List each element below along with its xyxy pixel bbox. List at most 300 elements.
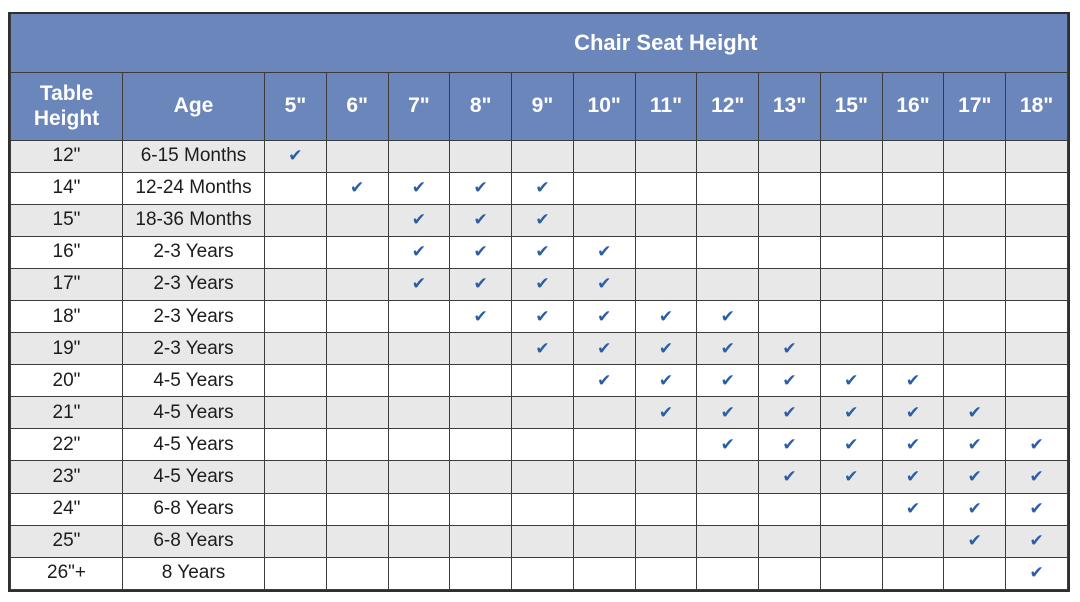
check-cell (1006, 397, 1068, 429)
check-cell (944, 204, 1006, 236)
check-cell (697, 461, 759, 493)
check-icon: ✔ (782, 466, 797, 486)
check-icon: ✔ (844, 466, 859, 486)
table-body (11, 140, 1068, 590)
check-cell (450, 300, 512, 332)
check-cell (512, 236, 574, 268)
check-cell (759, 268, 821, 300)
check-cell (635, 268, 697, 300)
check-cell (388, 172, 450, 204)
check-cell (512, 429, 574, 461)
check-cell (573, 140, 635, 172)
check-cell (944, 365, 1006, 397)
table-row (11, 300, 1068, 332)
check-cell (326, 172, 388, 204)
check-cell (265, 140, 327, 172)
check-cell (820, 172, 882, 204)
check-cell (265, 236, 327, 268)
check-cell (450, 140, 512, 172)
check-cell (1006, 429, 1068, 461)
age-cell: 6-8 Years (123, 525, 265, 557)
check-cell (573, 557, 635, 589)
table-height-cell: 14" (11, 172, 123, 204)
check-icon: ✔ (720, 338, 735, 358)
check-cell (820, 333, 882, 365)
check-icon: ✔ (658, 338, 674, 358)
check-cell (1006, 268, 1068, 300)
check-cell (326, 204, 388, 236)
check-cell (388, 140, 450, 172)
check-icon: ✔ (597, 338, 612, 358)
check-cell (326, 365, 388, 397)
check-cell (388, 493, 450, 525)
check-cell (388, 333, 450, 365)
table-row (11, 397, 1068, 429)
table-row (11, 525, 1068, 557)
check-cell (882, 236, 944, 268)
check-cell (388, 236, 450, 268)
check-icon: ✔ (844, 370, 859, 390)
check-icon: ✔ (411, 274, 427, 294)
check-icon: ✔ (720, 306, 735, 326)
check-cell (512, 397, 574, 429)
check-icon: ✔ (597, 274, 612, 294)
check-cell (450, 268, 512, 300)
table-height-cell: 16" (11, 236, 123, 268)
table-row (11, 461, 1068, 493)
check-cell (635, 172, 697, 204)
check-cell (944, 300, 1006, 332)
age-cell: 4-5 Years (123, 461, 265, 493)
check-cell (820, 236, 882, 268)
check-cell (326, 461, 388, 493)
check-cell (450, 429, 512, 461)
check-cell (326, 300, 388, 332)
check-cell (697, 300, 759, 332)
check-icon: ✔ (967, 466, 982, 486)
table-row (11, 236, 1068, 268)
chart-frame (8, 12, 1070, 592)
check-cell (326, 493, 388, 525)
check-cell (1006, 461, 1068, 493)
seat-height-table (10, 14, 1068, 590)
check-cell (1006, 333, 1068, 365)
check-cell (697, 557, 759, 589)
check-cell (759, 397, 821, 429)
check-cell (820, 429, 882, 461)
check-cell (820, 493, 882, 525)
check-cell (1006, 300, 1068, 332)
check-cell (697, 493, 759, 525)
age-header: Age (123, 72, 265, 140)
check-cell (265, 268, 327, 300)
age-cell: 2-3 Years (123, 236, 265, 268)
check-cell (450, 236, 512, 268)
chair-height-header: 5" (265, 72, 327, 140)
age-cell: 8 Years (123, 557, 265, 589)
check-cell (882, 525, 944, 557)
column-header-row (11, 72, 1068, 140)
table-row (11, 493, 1068, 525)
check-icon: ✔ (597, 370, 612, 390)
check-cell (882, 397, 944, 429)
check-icon: ✔ (1029, 499, 1044, 519)
check-cell (820, 204, 882, 236)
check-icon: ✔ (411, 210, 427, 230)
check-cell (1006, 557, 1068, 589)
check-cell (265, 300, 327, 332)
check-icon: ✔ (905, 370, 921, 390)
check-icon: ✔ (535, 178, 550, 198)
check-cell (759, 557, 821, 589)
table-height-cell: 24" (11, 493, 123, 525)
chair-height-header: 13" (759, 72, 821, 140)
check-cell (944, 172, 1006, 204)
chair-height-header: 15" (820, 72, 882, 140)
check-cell (265, 204, 327, 236)
check-cell (573, 172, 635, 204)
check-cell (635, 557, 697, 589)
check-cell (635, 397, 697, 429)
check-icon: ✔ (782, 402, 797, 422)
table-height-cell: 19" (11, 333, 123, 365)
check-cell (450, 461, 512, 493)
age-cell: 6-8 Years (123, 493, 265, 525)
table-row (11, 365, 1068, 397)
check-cell (573, 236, 635, 268)
check-cell (944, 493, 1006, 525)
check-cell (882, 268, 944, 300)
check-cell (512, 300, 574, 332)
check-cell (512, 365, 574, 397)
check-cell (1006, 236, 1068, 268)
check-cell (265, 397, 327, 429)
table-row (11, 204, 1068, 236)
table-height-header: Table Height (11, 72, 123, 140)
check-cell (635, 204, 697, 236)
check-cell (697, 236, 759, 268)
check-cell (944, 557, 1006, 589)
check-icon: ✔ (535, 306, 550, 326)
check-cell (265, 525, 327, 557)
table-row (11, 429, 1068, 461)
check-cell (944, 397, 1006, 429)
check-cell (820, 365, 882, 397)
check-icon: ✔ (905, 434, 921, 454)
check-cell (388, 300, 450, 332)
check-cell (635, 525, 697, 557)
check-cell (759, 525, 821, 557)
table-height-cell: 22" (11, 429, 123, 461)
check-cell (820, 140, 882, 172)
table-height-cell: 17" (11, 268, 123, 300)
check-icon: ✔ (1029, 466, 1044, 486)
check-cell (450, 397, 512, 429)
check-cell (820, 461, 882, 493)
check-cell (635, 461, 697, 493)
chair-height-header: 12" (697, 72, 759, 140)
table-row (11, 140, 1068, 172)
age-cell: 18-36 Months (123, 204, 265, 236)
check-icon: ✔ (844, 402, 859, 422)
check-icon: ✔ (473, 274, 488, 294)
chair-height-header: 11" (635, 72, 697, 140)
check-cell (512, 525, 574, 557)
check-cell (512, 493, 574, 525)
check-cell (512, 461, 574, 493)
table-height-cell: 23" (11, 461, 123, 493)
check-cell (820, 525, 882, 557)
check-cell (326, 268, 388, 300)
age-cell: 2-3 Years (123, 300, 265, 332)
check-cell (450, 333, 512, 365)
check-cell (759, 333, 821, 365)
check-cell (759, 365, 821, 397)
table-height-cell: 15" (11, 204, 123, 236)
check-icon: ✔ (658, 306, 674, 326)
check-cell (759, 461, 821, 493)
check-icon: ✔ (1029, 531, 1044, 551)
check-cell (944, 461, 1006, 493)
check-cell (512, 172, 574, 204)
check-icon: ✔ (1029, 563, 1044, 583)
check-icon: ✔ (1029, 434, 1044, 454)
check-icon: ✔ (535, 242, 550, 262)
check-cell (882, 140, 944, 172)
check-icon: ✔ (720, 402, 735, 422)
check-cell (450, 525, 512, 557)
check-cell (388, 204, 450, 236)
check-cell (265, 365, 327, 397)
check-cell (882, 461, 944, 493)
check-icon: ✔ (535, 210, 550, 230)
check-cell (697, 268, 759, 300)
age-cell: 12-24 Months (123, 172, 265, 204)
table-row (11, 557, 1068, 589)
check-cell (573, 268, 635, 300)
check-cell (573, 461, 635, 493)
check-icon: ✔ (411, 242, 427, 262)
age-cell: 2-3 Years (123, 333, 265, 365)
check-cell (882, 333, 944, 365)
check-cell (944, 236, 1006, 268)
check-cell (759, 140, 821, 172)
check-cell (759, 300, 821, 332)
check-icon: ✔ (535, 338, 550, 358)
check-cell (944, 268, 1006, 300)
check-cell (388, 525, 450, 557)
check-cell (697, 140, 759, 172)
check-cell (326, 557, 388, 589)
check-cell (1006, 204, 1068, 236)
check-cell (265, 333, 327, 365)
title-blank-cell (11, 14, 265, 72)
check-cell (388, 461, 450, 493)
check-cell (944, 429, 1006, 461)
check-cell (820, 397, 882, 429)
check-cell (573, 397, 635, 429)
check-cell (882, 493, 944, 525)
check-cell (882, 365, 944, 397)
check-cell (388, 397, 450, 429)
check-cell (882, 204, 944, 236)
check-cell (697, 525, 759, 557)
check-cell (512, 557, 574, 589)
check-cell (759, 429, 821, 461)
check-cell (450, 172, 512, 204)
check-cell (265, 461, 327, 493)
chair-height-header: 10" (573, 72, 635, 140)
check-icon: ✔ (350, 178, 365, 198)
check-cell (1006, 140, 1068, 172)
check-icon: ✔ (720, 370, 735, 390)
check-icon: ✔ (905, 402, 921, 422)
check-icon: ✔ (535, 274, 550, 294)
check-cell (450, 365, 512, 397)
check-cell (512, 140, 574, 172)
check-cell (697, 397, 759, 429)
check-cell (1006, 493, 1068, 525)
check-cell (944, 525, 1006, 557)
check-icon: ✔ (844, 434, 859, 454)
age-cell: 4-5 Years (123, 429, 265, 461)
check-icon: ✔ (658, 402, 674, 422)
check-icon: ✔ (473, 210, 488, 230)
chair-height-header: 6" (326, 72, 388, 140)
check-cell (697, 204, 759, 236)
check-cell (512, 204, 574, 236)
check-cell (944, 140, 1006, 172)
check-cell (573, 333, 635, 365)
check-cell (265, 429, 327, 461)
check-cell (759, 204, 821, 236)
check-cell (388, 429, 450, 461)
chair-seat-height-title: Chair Seat Height (265, 14, 1068, 72)
check-icon: ✔ (782, 338, 797, 358)
chair-height-header: 18" (1006, 72, 1068, 140)
check-icon: ✔ (967, 402, 982, 422)
check-cell (512, 268, 574, 300)
check-cell (388, 557, 450, 589)
check-cell (882, 300, 944, 332)
check-cell (573, 300, 635, 332)
chair-height-header: 7" (388, 72, 450, 140)
check-cell (573, 429, 635, 461)
check-cell (450, 557, 512, 589)
check-cell (326, 236, 388, 268)
chair-height-header: 8" (450, 72, 512, 140)
chair-height-header: 16" (882, 72, 944, 140)
check-icon: ✔ (967, 531, 982, 551)
check-cell (820, 557, 882, 589)
check-cell (512, 333, 574, 365)
check-cell (388, 268, 450, 300)
check-cell (1006, 172, 1068, 204)
check-cell (573, 525, 635, 557)
check-icon: ✔ (782, 434, 797, 454)
check-icon: ✔ (473, 306, 488, 326)
title-row (11, 14, 1068, 72)
table-row (11, 268, 1068, 300)
check-cell (882, 429, 944, 461)
check-cell (326, 429, 388, 461)
check-cell (697, 172, 759, 204)
check-cell (326, 333, 388, 365)
check-cell (759, 236, 821, 268)
check-cell (820, 268, 882, 300)
check-icon: ✔ (411, 178, 427, 198)
table-height-cell: 25" (11, 525, 123, 557)
age-cell: 4-5 Years (123, 365, 265, 397)
check-cell (1006, 525, 1068, 557)
check-icon: ✔ (967, 434, 982, 454)
check-cell (326, 140, 388, 172)
check-cell (1006, 365, 1068, 397)
chair-height-header: 9" (512, 72, 574, 140)
check-cell (573, 493, 635, 525)
check-cell (635, 300, 697, 332)
check-cell (388, 365, 450, 397)
check-cell (265, 557, 327, 589)
check-icon: ✔ (658, 370, 674, 390)
check-icon: ✔ (720, 434, 735, 454)
check-cell (635, 493, 697, 525)
check-icon: ✔ (782, 370, 797, 390)
check-icon: ✔ (967, 499, 982, 519)
check-cell (882, 172, 944, 204)
check-icon: ✔ (597, 306, 612, 326)
age-cell: 2-3 Years (123, 268, 265, 300)
check-cell (635, 365, 697, 397)
check-cell (697, 365, 759, 397)
check-cell (635, 236, 697, 268)
check-icon: ✔ (473, 178, 488, 198)
check-cell (265, 172, 327, 204)
check-icon: ✔ (473, 242, 488, 262)
check-cell (759, 493, 821, 525)
check-cell (573, 365, 635, 397)
table-row (11, 172, 1068, 204)
check-cell (697, 429, 759, 461)
check-cell (635, 429, 697, 461)
chair-height-header: 17" (944, 72, 1006, 140)
table-height-cell: 18" (11, 300, 123, 332)
table-height-cell: 26"+ (11, 557, 123, 589)
check-cell (450, 204, 512, 236)
table-height-cell: 12" (11, 140, 123, 172)
check-cell (635, 140, 697, 172)
check-cell (820, 300, 882, 332)
table-row (11, 333, 1068, 365)
check-icon: ✔ (905, 499, 921, 519)
check-cell (635, 333, 697, 365)
check-cell (326, 525, 388, 557)
check-icon: ✔ (288, 146, 303, 166)
check-cell (759, 172, 821, 204)
check-cell (450, 493, 512, 525)
check-icon: ✔ (597, 242, 612, 262)
check-cell (265, 493, 327, 525)
table-height-cell: 20" (11, 365, 123, 397)
check-cell (326, 397, 388, 429)
table-height-cell: 21" (11, 397, 123, 429)
age-cell: 4-5 Years (123, 397, 265, 429)
check-cell (882, 557, 944, 589)
age-cell: 6-15 Months (123, 140, 265, 172)
check-cell (697, 333, 759, 365)
check-cell (944, 333, 1006, 365)
check-icon: ✔ (905, 466, 921, 486)
